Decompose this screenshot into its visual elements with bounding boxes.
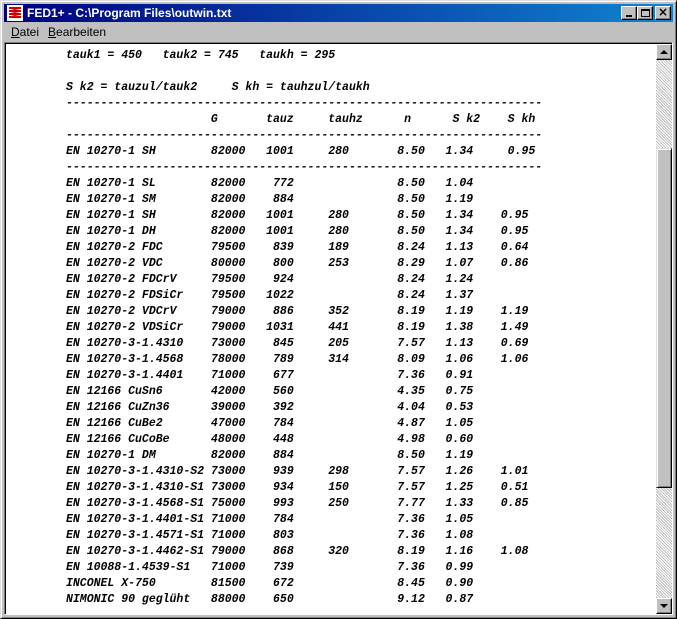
- text-line: G tauz tauhz n S k2 S kh: [66, 113, 536, 126]
- text-line: INCONEL X-750 81500 672 8.45 0.90: [66, 577, 474, 590]
- scroll-up-button[interactable]: [656, 44, 672, 60]
- menu-datei-label: atei: [19, 25, 40, 39]
- window-title: FED1+ - C:\Program Files\outwin.txt: [27, 6, 232, 20]
- scroll-thumb[interactable]: [656, 148, 672, 488]
- text-line: EN 10270-1 DM 82000 884 8.50 1.19: [66, 449, 474, 462]
- text-line: ---------------------------------------------------------------------: [66, 129, 543, 142]
- maximize-button[interactable]: [637, 6, 653, 20]
- text-line: EN 10270-3-1.4568 78000 789 314 8.09 1.06 1.06: [66, 353, 529, 366]
- text-view[interactable]: [4, 42, 673, 615]
- text-line: EN 10270-3-1.4462-S1 79000 868 320 8.19 1.16 1.08: [66, 545, 529, 558]
- text-line: EN 10270-3-1.4571-S1 71000 803 7.36 1.08: [66, 529, 474, 542]
- scroll-down-button[interactable]: [656, 598, 672, 614]
- text-content-area[interactable]: [6, 44, 656, 614]
- menu-bearbeiten-mnemonic: B: [48, 25, 57, 39]
- text-line: EN 12166 CuCoBe 48000 448 4.98 0.60: [66, 433, 474, 446]
- text-line: EN 10270-1 DH 82000 1001 280 8.50 1.34 0.95: [66, 225, 529, 238]
- close-button[interactable]: [655, 6, 671, 20]
- menu-bar: [4, 23, 673, 41]
- text-line: EN 10270-2 FDCrV 79500 924 8.24 1.24: [66, 273, 474, 286]
- text-line: EN 12166 CuSn6 42000 560 4.35 0.75: [66, 385, 474, 398]
- vertical-scrollbar[interactable]: [656, 44, 672, 614]
- minimize-icon: [626, 15, 632, 17]
- fed-spring-icon: [7, 5, 23, 21]
- menu-bearbeiten-label: earbeiten: [56, 25, 107, 39]
- menu-bearbeiten[interactable]: [48, 25, 106, 39]
- text-line: EN 10270-3-1.4310-S2 73000 939 298 7.57 1.26 1.01: [66, 465, 529, 478]
- text-line: S k2 = tauzul/tauk2 S kh = tauhzul/taukh: [66, 81, 370, 94]
- text-line: EN 10088-1.4539-S1 71000 739 7.36 0.99: [66, 561, 474, 574]
- minimize-button[interactable]: [621, 6, 637, 20]
- text-line: EN 10270-3-1.4401-S1 71000 784 7.36 1.05: [66, 513, 474, 526]
- arrow-down-icon: [660, 604, 668, 608]
- text-line: EN 10270-1 SL 82000 772 8.50 1.04: [66, 177, 474, 190]
- text-line: EN 10270-3-1.4310 73000 845 205 7.57 1.13 0.69: [66, 337, 529, 350]
- text-line: EN 10270-2 VDC 80000 800 253 8.29 1.07 0.86: [66, 257, 529, 270]
- title-bar[interactable]: [4, 4, 673, 22]
- text-line: EN 10270-1 SH 82000 1001 280 8.50 1.34 0.95: [66, 145, 536, 158]
- text-line: EN 10270-2 FDC 79500 839 189 8.24 1.13 0.64: [66, 241, 529, 254]
- text-line: EN 10270-2 VDCrV 79000 886 352 8.19 1.19 1.19: [66, 305, 529, 318]
- text-line: [66, 64, 542, 80]
- menu-datei-mnemonic: D: [11, 25, 20, 39]
- text-lines: [66, 48, 542, 608]
- text-line: EN 10270-2 VDSiCr 79000 1031 441 8.19 1.38 1.49: [66, 321, 529, 334]
- text-line: NIMONIC 90 geglüht 88000 650 9.12 0.87: [66, 593, 474, 606]
- maximize-icon: [641, 9, 650, 17]
- arrow-up-icon: [660, 50, 668, 54]
- text-line: EN 10270-2 FDSiCr 79500 1022 8.24 1.37: [66, 289, 474, 302]
- text-line: EN 10270-1 SH 82000 1001 280 8.50 1.34 0.95: [66, 209, 529, 222]
- text-line: EN 12166 CuBe2 47000 784 4.87 1.05: [66, 417, 474, 430]
- close-icon: ×: [657, 5, 669, 19]
- text-line: EN 10270-3-1.4310-S1 73000 934 150 7.57 1.25 0.51: [66, 481, 529, 494]
- text-line: EN 12166 CuZn36 39000 392 4.04 0.53: [66, 401, 474, 414]
- text-line: EN 10270-3-1.4568-S1 75000 993 250 7.77 1.33 0.85: [66, 497, 529, 510]
- text-line: EN 10270-1 SM 82000 884 8.50 1.19: [66, 193, 474, 206]
- text-line: ---------------------------------------------------------------------: [66, 161, 543, 174]
- text-line: tauk1 = 450 tauk2 = 745 taukh = 295: [66, 49, 336, 62]
- text-line: ---------------------------------------------------------------------: [66, 97, 543, 110]
- text-line: EN 10270-3-1.4401 71000 677 7.36 0.91: [66, 369, 474, 382]
- menu-datei[interactable]: [11, 25, 39, 39]
